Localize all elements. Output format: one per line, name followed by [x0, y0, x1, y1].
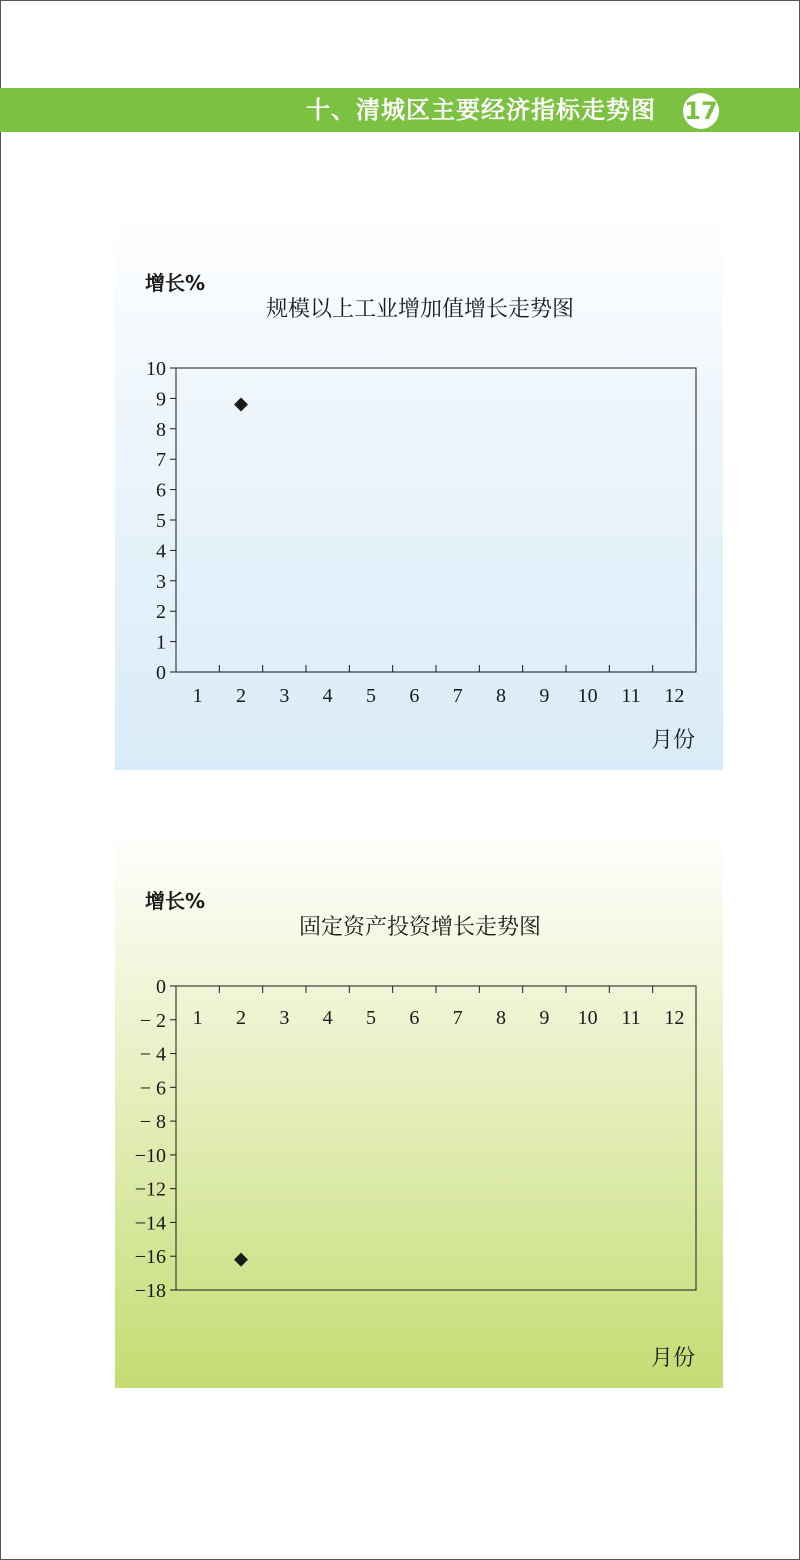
investment-x-tick-label: 12	[664, 1007, 685, 1029]
industrial-y-tick-label: 9	[156, 388, 166, 411]
investment-x-tick-label: 3	[279, 1007, 290, 1029]
investment-y-tick-label: − 4	[139, 1043, 166, 1066]
page-title: 十、清城区主要经济指标走势图	[306, 96, 656, 124]
industrial-x-tick-label: 11	[621, 685, 641, 707]
industrial-y-tick-label: 10	[146, 358, 166, 380]
investment-x-tick-label: 8	[496, 1007, 506, 1029]
investment-chart-panel	[115, 828, 723, 1388]
investment-y-tick-label: 0	[156, 976, 166, 998]
industrial-chart-title: 规模以上工业增加值增长走势图	[265, 297, 575, 322]
investment-y-tick-label: − 2	[139, 1009, 166, 1032]
industrial-x-tick-label: 6	[409, 685, 420, 707]
header-bar	[0, 88, 800, 132]
investment-data-point	[234, 1253, 248, 1267]
investment-y-tick-label: − 6	[139, 1077, 166, 1100]
industrial-x-tick-label: 3	[279, 685, 290, 707]
industrial-x-tick-label: 8	[496, 685, 506, 707]
industrial-y-tick-label: 8	[156, 418, 166, 441]
investment-y-axis-label: 增长%	[145, 889, 206, 913]
industrial-x-tick-label: 9	[539, 685, 550, 707]
investment-x-tick-label: 6	[409, 1007, 420, 1029]
investment-plot-frame	[176, 986, 696, 1290]
investment-y-tick-label: −16	[134, 1246, 166, 1269]
industrial-x-tick-label: 4	[322, 685, 333, 707]
industrial-x-tick-label: 1	[192, 685, 203, 707]
investment-x-tick-label: 1	[192, 1007, 203, 1029]
industrial-y-tick-label: 5	[156, 510, 166, 532]
investment-chart-title: 固定资产投资增长走势图	[298, 915, 542, 940]
industrial-plot-frame	[176, 368, 696, 672]
industrial-chart-panel	[115, 210, 723, 770]
investment-x-tick-label: 11	[621, 1007, 641, 1029]
industrial-y-tick-label: 7	[156, 449, 166, 472]
industrial-x-tick-label: 12	[664, 685, 685, 707]
investment-growth-chart	[115, 828, 723, 1388]
investment-x-tick-label: 5	[366, 1007, 376, 1029]
industrial-x-tick-label: 7	[452, 685, 463, 707]
industrial-y-tick-label: 4	[156, 540, 166, 563]
industrial-y-tick-label: 0	[156, 662, 166, 684]
investment-y-tick-label: − 8	[139, 1111, 166, 1134]
industrial-y-tick-label: 1	[156, 631, 166, 654]
investment-x-tick-label: 9	[539, 1007, 550, 1029]
industrial-x-tick-label: 10	[577, 685, 598, 707]
industrial-y-tick-label: 2	[156, 601, 166, 624]
industrial-x-axis-label: 月份	[650, 728, 695, 753]
investment-x-tick-label: 4	[322, 1007, 333, 1029]
investment-y-tick-label: −12	[134, 1178, 166, 1201]
industrial-y-axis-label: 增长%	[145, 271, 206, 295]
industrial-y-tick-label: 3	[156, 570, 166, 593]
investment-y-tick-label: −14	[134, 1212, 166, 1235]
industrial-x-tick-label: 5	[366, 685, 376, 707]
industrial-growth-chart	[115, 210, 723, 770]
investment-x-tick-label: 2	[236, 1007, 246, 1029]
page-number-badge: 17	[683, 93, 719, 129]
investment-y-tick-label: −10	[134, 1144, 166, 1167]
investment-x-tick-label: 10	[577, 1007, 598, 1029]
investment-y-tick-label: −18	[134, 1280, 166, 1302]
investment-x-tick-label: 7	[452, 1007, 463, 1029]
industrial-y-tick-label: 6	[156, 479, 166, 502]
industrial-data-point	[234, 397, 248, 411]
industrial-x-tick-label: 2	[236, 685, 246, 707]
investment-x-axis-label: 月份	[650, 1346, 695, 1371]
